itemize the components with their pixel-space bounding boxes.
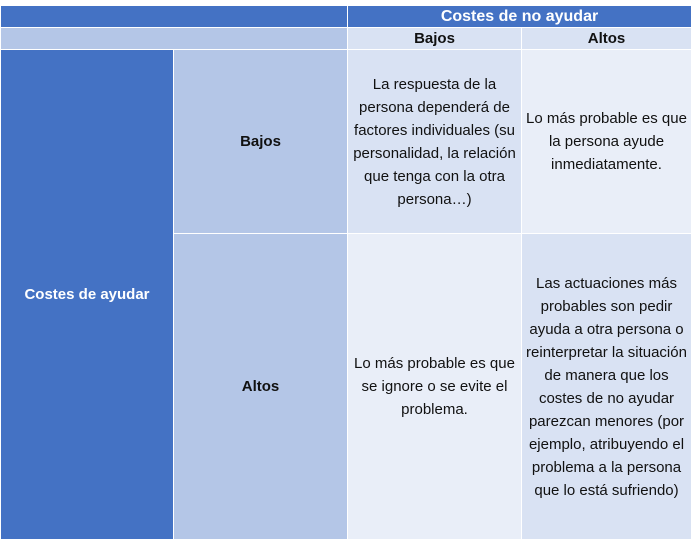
cell-low-low-text: La respuesta de la persona dependerá de factores individuales (su personalidad, la relación que tenga con la otra persona…) [353, 75, 516, 208]
cell-low-low [348, 50, 522, 234]
table-row [1, 50, 692, 234]
row-header-high: Altos [174, 234, 348, 540]
help-costs-label: Costes de ayudar [1, 50, 174, 540]
cell-low-high-text: Lo más probable es que la persona ayude inmediatamente. [526, 110, 687, 173]
empty-corner-top [1, 6, 348, 28]
title-row [1, 6, 692, 28]
empty-corner-sub [1, 28, 348, 50]
no-help-costs-title: Costes de no ayudar [348, 6, 692, 28]
cell-high-high [522, 234, 692, 540]
cell-high-low [348, 234, 522, 540]
cell-high-high-text: Las actuaciones más probables son pedir ayuda a otra persona o reinterpretar la situación de manera que los costes de no ayudar parezcan menores (por ejemplo, atribuyendo el problema a la persona que lo está sufriendo) [526, 274, 687, 499]
column-header-low: Bajos [348, 28, 522, 50]
column-header-high: Altos [522, 28, 692, 50]
cell-high-low-text: Lo más probable es que se ignore o se evite el problema. [354, 355, 515, 418]
row-header-low: Bajos [174, 50, 348, 234]
helping-costs-matrix [0, 5, 692, 540]
column-header-row [1, 28, 692, 50]
cell-low-high [522, 50, 692, 234]
